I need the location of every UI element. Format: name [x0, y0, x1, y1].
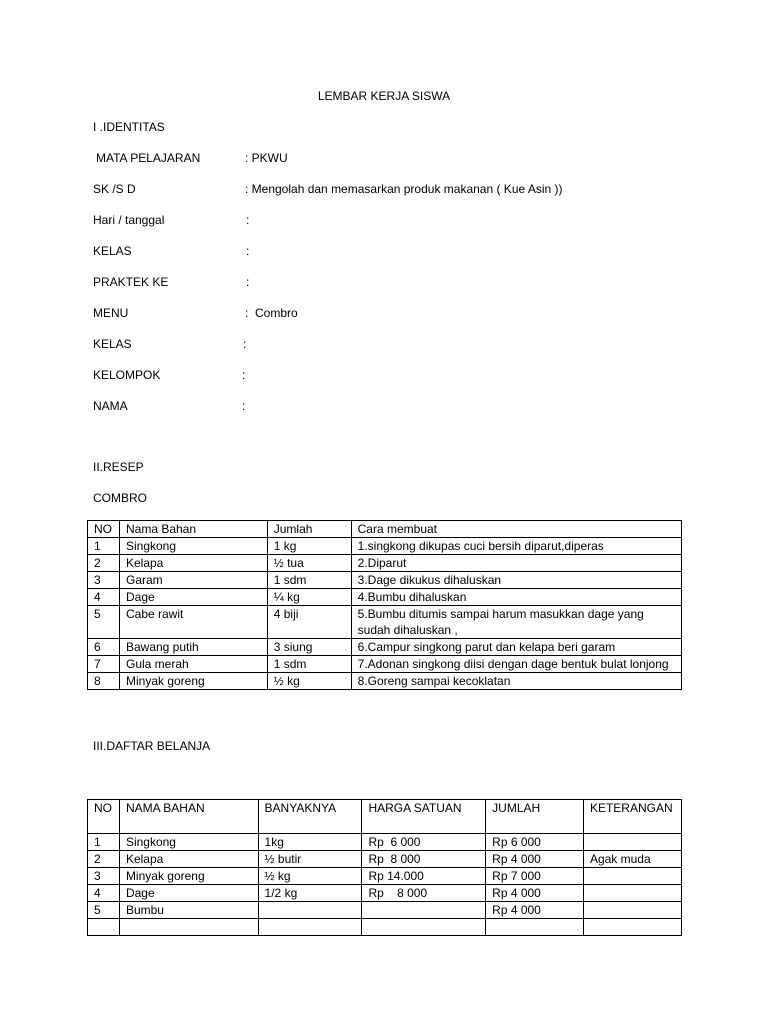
cell-keterangan	[583, 902, 681, 919]
cell-bahan: Cabe rawit	[119, 606, 267, 639]
header-cara-membuat: Cara membuat	[351, 521, 681, 538]
cell-bahan: Gula merah	[119, 656, 267, 673]
header-nama-bahan: Nama Bahan	[119, 521, 267, 538]
cell-bahan: Singkong	[119, 538, 267, 555]
table-row	[88, 538, 682, 555]
cell-jumlah: 1 sdm	[267, 656, 351, 673]
cell-jumlah: 3 siung	[267, 639, 351, 656]
cell-jumlah: 4 biji	[267, 606, 351, 639]
cell-harga: Rp 8 000	[362, 885, 486, 902]
cell-cara: 6.Campur singkong parut dan kelapa beri garam	[351, 639, 681, 656]
cell-cara: 5.Bumbu ditumis sampai harum masukkan dage yang sudah dihaluskan ,	[351, 606, 681, 639]
page-title: LEMBAR KERJA SISWA	[317, 89, 451, 103]
section-daftar-belanja-heading: III.DAFTAR BELANJA	[93, 739, 211, 753]
field-value-sk-sd: : Mengolah dan memasarkan produk makanan ( Kue Asin ))	[245, 182, 563, 196]
field-label-nama: NAMA	[93, 399, 128, 413]
cell-no: 8	[88, 673, 120, 690]
cell-bahan: Bumbu	[119, 902, 258, 919]
field-label-hari-tanggal: Hari / tanggal	[93, 213, 165, 227]
recipe-table	[87, 520, 682, 690]
field-value-kelas: :	[246, 244, 250, 258]
cell-cara: 3.Dage dikukus dihaluskan	[351, 572, 681, 589]
cell-harga: Rp 6 000	[362, 834, 486, 851]
cell-jumlah	[486, 919, 584, 936]
cell-harga	[362, 902, 486, 919]
cell-keterangan	[583, 868, 681, 885]
cell-bahan: Minyak goreng	[119, 673, 267, 690]
field-value-mata-pelajaran: : PKWU	[245, 151, 288, 165]
cell-bahan: Garam	[119, 572, 267, 589]
cell-jumlah: Rp 6 000	[486, 834, 584, 851]
shopping-table	[87, 799, 682, 936]
cell-no: 4	[88, 589, 120, 606]
cell-keterangan	[583, 885, 681, 902]
table-row	[88, 885, 682, 902]
cell-no: 3	[88, 868, 120, 885]
table-row	[88, 572, 682, 589]
header-harga-satuan: HARGA SATUAN	[362, 800, 486, 834]
cell-no	[88, 919, 120, 936]
header-keterangan: KETERANGAN	[583, 800, 681, 834]
cell-banyaknya: ½ kg	[258, 868, 362, 885]
table-row	[88, 902, 682, 919]
field-label-kelompok: KELOMPOK	[93, 368, 161, 382]
table-row	[88, 673, 682, 690]
header-no: NO	[88, 800, 120, 834]
cell-bahan: Singkong	[119, 834, 258, 851]
cell-cara: 4.Bumbu dihaluskan	[351, 589, 681, 606]
table-row	[88, 639, 682, 656]
table-row	[88, 589, 682, 606]
header-jumlah: JUMLAH	[486, 800, 584, 834]
field-label-praktek-ke: PRAKTEK KE	[93, 275, 169, 289]
cell-harga: Rp 8 000	[362, 851, 486, 868]
cell-cara: 1.singkong dikupas cuci bersih diparut,diperas	[351, 538, 681, 555]
cell-bahan: Dage	[119, 589, 267, 606]
section-identitas-heading: I .IDENTITAS	[93, 120, 165, 134]
cell-no: 5	[88, 902, 120, 919]
field-label-kelas-2: KELAS	[93, 337, 132, 351]
field-label-kelas: KELAS	[93, 244, 132, 258]
table-header-row	[88, 521, 682, 538]
cell-no: 2	[88, 555, 120, 572]
cell-no: 7	[88, 656, 120, 673]
field-label-menu: MENU	[93, 306, 129, 320]
cell-bahan	[119, 919, 258, 936]
cell-banyaknya: 1kg	[258, 834, 362, 851]
cell-bahan: Kelapa	[119, 555, 267, 572]
table-row	[88, 868, 682, 885]
section-resep-heading: II.RESEP	[93, 460, 144, 474]
cell-keterangan	[583, 919, 681, 936]
cell-jumlah: ¼ kg	[267, 589, 351, 606]
table-row	[88, 555, 682, 572]
cell-jumlah: 1 sdm	[267, 572, 351, 589]
cell-bahan: Kelapa	[119, 851, 258, 868]
cell-no: 5	[88, 606, 120, 639]
cell-jumlah: Rp 7 000	[486, 868, 584, 885]
cell-bahan: Dage	[119, 885, 258, 902]
table-row	[88, 656, 682, 673]
cell-harga: Rp 14.000	[362, 868, 486, 885]
cell-jumlah: Rp 4 000	[486, 902, 584, 919]
cell-no: 1	[88, 834, 120, 851]
field-value-hari-tanggal: :	[246, 213, 250, 227]
table-header-row	[88, 800, 682, 834]
field-value-menu: : Combro	[245, 306, 298, 320]
cell-no: 1	[88, 538, 120, 555]
cell-jumlah: Rp 4 000	[486, 851, 584, 868]
table-row	[88, 606, 682, 639]
header-nama-bahan: NAMA BAHAN	[119, 800, 258, 834]
cell-banyaknya	[258, 919, 362, 936]
field-label-mata-pelajaran: MATA PELAJARAN	[96, 151, 201, 165]
cell-no: 6	[88, 639, 120, 656]
table-row	[88, 834, 682, 851]
cell-cara: 8.Goreng sampai kecoklatan	[351, 673, 681, 690]
recipe-name: COMBRO	[93, 491, 147, 505]
cell-banyaknya	[258, 902, 362, 919]
cell-jumlah: ½ tua	[267, 555, 351, 572]
header-no: NO	[88, 521, 120, 538]
table-row	[88, 851, 682, 868]
cell-no: 3	[88, 572, 120, 589]
cell-bahan: Minyak goreng	[119, 868, 258, 885]
field-value-nama: :	[242, 399, 246, 413]
field-value-kelas-2: :	[243, 337, 247, 351]
field-value-kelompok: :	[242, 368, 246, 382]
table-row-empty	[88, 919, 682, 936]
cell-banyaknya: 1/2 kg	[258, 885, 362, 902]
cell-harga	[362, 919, 486, 936]
cell-cara: 7.Adonan singkong diisi dengan dage bentuk bulat lonjong	[351, 656, 681, 673]
cell-no: 4	[88, 885, 120, 902]
cell-banyaknya: ½ butir	[258, 851, 362, 868]
cell-no: 2	[88, 851, 120, 868]
cell-jumlah: Rp 4 000	[486, 885, 584, 902]
cell-jumlah: 1 kg	[267, 538, 351, 555]
cell-bahan: Bawang putih	[119, 639, 267, 656]
cell-keterangan	[583, 834, 681, 851]
header-banyaknya: BANYAKNYA	[258, 800, 362, 834]
cell-keterangan: Agak muda	[583, 851, 681, 868]
field-value-praktek-ke: :	[246, 275, 250, 289]
header-jumlah: Jumlah	[267, 521, 351, 538]
cell-cara: 2.Diparut	[351, 555, 681, 572]
cell-jumlah: ½ kg	[267, 673, 351, 690]
field-label-sk-sd: SK /S D	[93, 182, 136, 196]
